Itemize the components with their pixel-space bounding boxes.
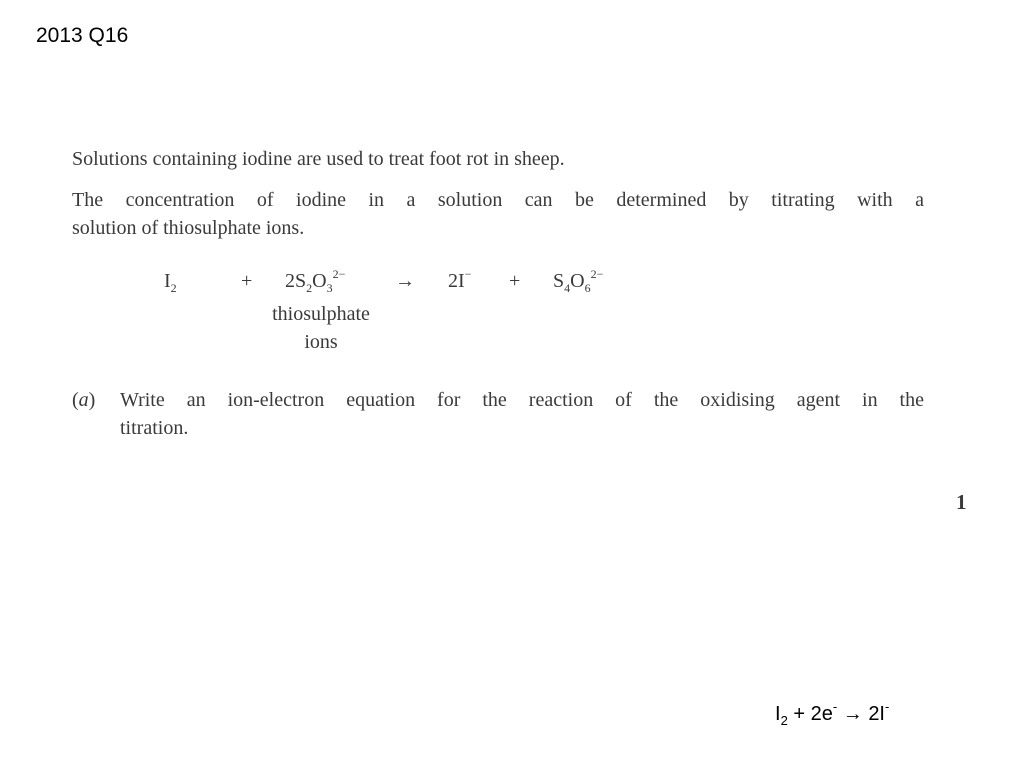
context-line-1: The concentration of iodine in a solution can be determined by titrating with a [72,189,924,211]
part-a-text-line-2: titration. [120,417,189,439]
question-context [72,186,924,242]
tetrathionate-product: $S_4O_6^{2-}$ [553,267,604,295]
answer-equation: $I_2 + 2e^- \to 2I^-$ [775,699,890,728]
part-a-text-line-1: Write an ion-electron equation for the reaction of the oxidising agent in the [120,389,924,411]
question-part-a [72,386,924,442]
reaction-arrow: → [395,270,415,292]
thiosulphate-reactant: $2S_2O_3^{2-}$ [285,267,346,295]
plus-sign-1: + [241,270,253,292]
iodide-product: 2I− [448,267,472,292]
slide-title: 2013 Q16 [36,24,129,47]
answer-arrow: → [837,703,869,725]
iodine-reactant: $I_2$ [164,270,177,295]
thiosulphate-label: thiosulphate [272,303,370,325]
marks-value: 1 [956,490,967,514]
plus-sign-2: + [509,270,521,292]
ions-label: ions [304,331,338,353]
question-intro: Solutions containing iodine are used to treat foot rot in sheep. [72,148,565,170]
context-line-2: solution of thiosulphate ions. [72,217,305,239]
part-a-label: (a) [72,389,96,411]
